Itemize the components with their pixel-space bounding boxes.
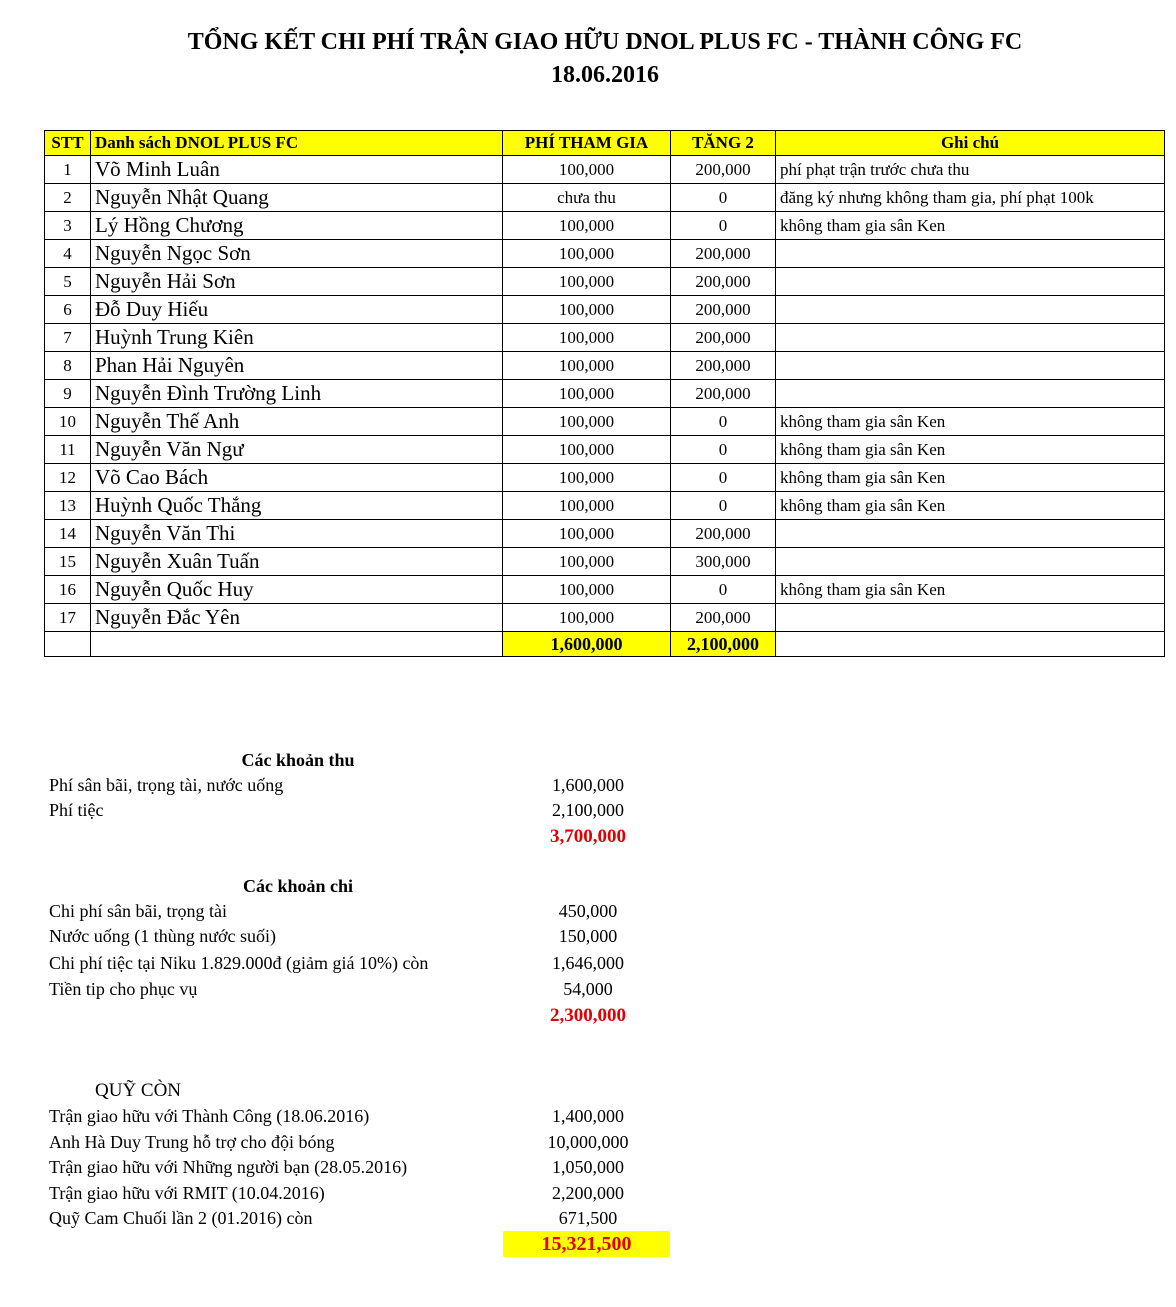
table-row <box>45 184 1165 212</box>
table-total-row <box>45 632 1165 657</box>
table-row <box>45 268 1165 296</box>
cell-name: Huỳnh Trung Kiên <box>91 324 503 352</box>
fund-label: Anh Hà Duy Trung hỗ trợ cho đội bóng <box>49 1132 335 1152</box>
cell-name: Nguyễn Đình Trường Linh <box>91 380 503 408</box>
cell-note: không tham gia sân Ken <box>776 436 1165 464</box>
cell-note <box>776 548 1165 576</box>
fund-label: Trận giao hữu với RMIT (10.04.2016) <box>49 1183 325 1203</box>
income-label: Phí tiệc <box>49 800 104 820</box>
table-row <box>45 604 1165 632</box>
cell-name: Nguyễn Thế Anh <box>91 408 503 436</box>
table-row <box>45 492 1165 520</box>
cell-stt: 14 <box>45 520 91 548</box>
expense-row <box>49 976 649 1002</box>
cell-fee: 100,000 <box>503 492 671 520</box>
header-stt: STT <box>45 131 91 156</box>
fund-value: 10,000,000 <box>547 1132 629 1152</box>
cell-fee: 100,000 <box>503 324 671 352</box>
cell-tang2: 200,000 <box>671 352 776 380</box>
cell-note: không tham gia sân Ken <box>776 408 1165 436</box>
cell-note <box>776 352 1165 380</box>
cell-fee: 100,000 <box>503 156 671 184</box>
cell-name: Nguyễn Ngọc Sơn <box>91 240 503 268</box>
cell-fee: 100,000 <box>503 296 671 324</box>
expense-label: Nước uống (1 thùng nước suối) <box>49 926 277 946</box>
total-empty-name <box>91 632 503 657</box>
expense-value: 150,000 <box>558 926 618 946</box>
cell-note <box>776 240 1165 268</box>
cell-tang2: 200,000 <box>671 156 776 184</box>
fund-value: 671,500 <box>558 1208 618 1228</box>
cell-note: không tham gia sân Ken <box>776 212 1165 240</box>
cell-tang2: 200,000 <box>671 604 776 632</box>
cell-stt: 11 <box>45 436 91 464</box>
cell-note: không tham gia sân Ken <box>776 576 1165 604</box>
expense-value: 1,646,000 <box>552 953 624 973</box>
table-row <box>45 324 1165 352</box>
expense-title: Các khoản chi <box>242 876 354 896</box>
header-tang2: TĂNG 2 <box>671 131 776 156</box>
cell-note: không tham gia sân Ken <box>776 464 1165 492</box>
cell-stt: 10 <box>45 408 91 436</box>
cell-note: không tham gia sân Ken <box>776 492 1165 520</box>
cell-fee: 100,000 <box>503 268 671 296</box>
fund-label: Trận giao hữu với Những người bạn (28.05.2016) <box>49 1157 408 1177</box>
cell-tang2: 200,000 <box>671 380 776 408</box>
table-row <box>45 240 1165 268</box>
cell-fee: 100,000 <box>503 352 671 380</box>
income-label: Phí sân bãi, trọng tài, nước uống <box>49 775 284 795</box>
cell-fee: 100,000 <box>503 436 671 464</box>
income-row <box>49 772 649 798</box>
cell-tang2: 300,000 <box>671 548 776 576</box>
cell-name: Phan Hải Nguyên <box>91 352 503 380</box>
cell-note <box>776 604 1165 632</box>
expense-row <box>49 923 649 949</box>
table-row <box>45 548 1165 576</box>
cell-fee: 100,000 <box>503 520 671 548</box>
table-header-row <box>45 131 1165 156</box>
member-table <box>44 130 1165 657</box>
cell-tang2: 200,000 <box>671 240 776 268</box>
cell-tang2: 0 <box>671 436 776 464</box>
fund-total: 15,321,500 <box>503 1231 670 1257</box>
table-row <box>45 352 1165 380</box>
cell-tang2: 0 <box>671 212 776 240</box>
cell-name: Nguyễn Nhật Quang <box>91 184 503 212</box>
fund-value: 1,050,000 <box>552 1157 624 1177</box>
total-empty-stt <box>45 632 91 657</box>
cell-fee: 100,000 <box>503 548 671 576</box>
cell-stt: 3 <box>45 212 91 240</box>
page-date: 18.06.2016 <box>551 62 659 88</box>
cell-tang2: 0 <box>671 492 776 520</box>
cell-tang2: 200,000 <box>671 268 776 296</box>
cell-note <box>776 268 1165 296</box>
expense-row <box>49 898 649 924</box>
table-row <box>45 296 1165 324</box>
table-row <box>45 408 1165 436</box>
cell-stt: 4 <box>45 240 91 268</box>
cell-note: đăng ký nhưng không tham gia, phí phạt 100k <box>776 184 1165 212</box>
fund-value: 2,200,000 <box>552 1183 624 1203</box>
cell-name: Nguyễn Đắc Yên <box>91 604 503 632</box>
cell-name: Nguyễn Văn Ngư <box>91 436 503 464</box>
cell-fee: 100,000 <box>503 576 671 604</box>
cell-tang2: 0 <box>671 408 776 436</box>
cell-note: phí phạt trận trước chưa thu <box>776 156 1165 184</box>
cell-stt: 16 <box>45 576 91 604</box>
cell-name: Võ Cao Bách <box>91 464 503 492</box>
header-fee: PHÍ THAM GIA <box>503 131 671 156</box>
income-title: Các khoản thu <box>241 750 355 770</box>
cell-stt: 6 <box>45 296 91 324</box>
cell-stt: 1 <box>45 156 91 184</box>
table-row <box>45 436 1165 464</box>
expense-label: Chi phí tiệc tại Niku 1.829.000đ (giảm giá 10%) còn <box>49 953 429 973</box>
fund-row <box>49 1103 649 1129</box>
table-row <box>45 380 1165 408</box>
cell-note <box>776 380 1165 408</box>
cell-stt: 12 <box>45 464 91 492</box>
cell-fee: 100,000 <box>503 408 671 436</box>
cell-name: Nguyễn Quốc Huy <box>91 576 503 604</box>
fund-value: 1,400,000 <box>552 1106 624 1126</box>
fund-row <box>49 1129 649 1155</box>
income-row <box>49 797 649 823</box>
cell-fee: 100,000 <box>503 604 671 632</box>
cell-tang2: 0 <box>671 576 776 604</box>
income-value: 1,600,000 <box>552 775 624 795</box>
cell-tang2: 0 <box>671 184 776 212</box>
total-fee: 1,600,000 <box>503 632 671 657</box>
total-tang2: 2,100,000 <box>671 632 776 657</box>
expense-label: Chi phí sân bãi, trọng tài <box>49 901 227 921</box>
cell-fee: 100,000 <box>503 240 671 268</box>
cell-fee: 100,000 <box>503 212 671 240</box>
table-row <box>45 464 1165 492</box>
table-row <box>45 156 1165 184</box>
cell-tang2: 200,000 <box>671 324 776 352</box>
cell-name: Võ Minh Luân <box>91 156 503 184</box>
total-empty-note <box>776 632 1165 657</box>
fund-title: QUỸ CÒN <box>95 1080 182 1101</box>
income-total: 3,700,000 <box>550 826 626 847</box>
cell-tang2: 200,000 <box>671 520 776 548</box>
cell-stt: 5 <box>45 268 91 296</box>
cell-stt: 2 <box>45 184 91 212</box>
table-row <box>45 520 1165 548</box>
table-row <box>45 212 1165 240</box>
expense-label: Tiền tip cho phục vụ <box>49 979 198 999</box>
fund-label: Trận giao hữu với Thành Công (18.06.2016) <box>49 1106 370 1126</box>
cell-fee: 100,000 <box>503 380 671 408</box>
cell-tang2: 200,000 <box>671 296 776 324</box>
expense-value: 54,000 <box>563 979 613 999</box>
cell-stt: 8 <box>45 352 91 380</box>
cell-stt: 15 <box>45 548 91 576</box>
cell-stt: 17 <box>45 604 91 632</box>
cell-stt: 7 <box>45 324 91 352</box>
cell-tang2: 0 <box>671 464 776 492</box>
page-title: TỔNG KẾT CHI PHÍ TRẬN GIAO HỮU DNOL PLUS FC - THÀNH CÔNG FC <box>187 29 1023 55</box>
header-note: Ghi chú <box>776 131 1165 156</box>
fund-row <box>49 1180 649 1206</box>
cell-name: Lý Hồng Chương <box>91 212 503 240</box>
cell-stt: 9 <box>45 380 91 408</box>
fund-row <box>49 1205 649 1231</box>
cell-note <box>776 324 1165 352</box>
cell-stt: 13 <box>45 492 91 520</box>
cell-note <box>776 520 1165 548</box>
cell-note <box>776 296 1165 324</box>
expense-value: 450,000 <box>558 901 618 921</box>
cell-name: Đỗ Duy Hiếu <box>91 296 503 324</box>
cell-fee: chưa thu <box>503 184 671 212</box>
income-value: 2,100,000 <box>552 800 624 820</box>
fund-row <box>49 1154 649 1180</box>
cell-name: Nguyễn Hải Sơn <box>91 268 503 296</box>
cell-name: Nguyễn Xuân Tuấn <box>91 548 503 576</box>
expense-row <box>49 950 649 976</box>
expense-total: 2,300,000 <box>550 1005 626 1026</box>
table-row <box>45 576 1165 604</box>
cell-name: Nguyễn Văn Thi <box>91 520 503 548</box>
fund-label: Quỹ Cam Chuối lần 2 (01.2016) còn <box>49 1208 313 1228</box>
cell-name: Huỳnh Quốc Thắng <box>91 492 503 520</box>
header-name: Danh sách DNOL PLUS FC <box>91 131 503 156</box>
cell-fee: 100,000 <box>503 464 671 492</box>
